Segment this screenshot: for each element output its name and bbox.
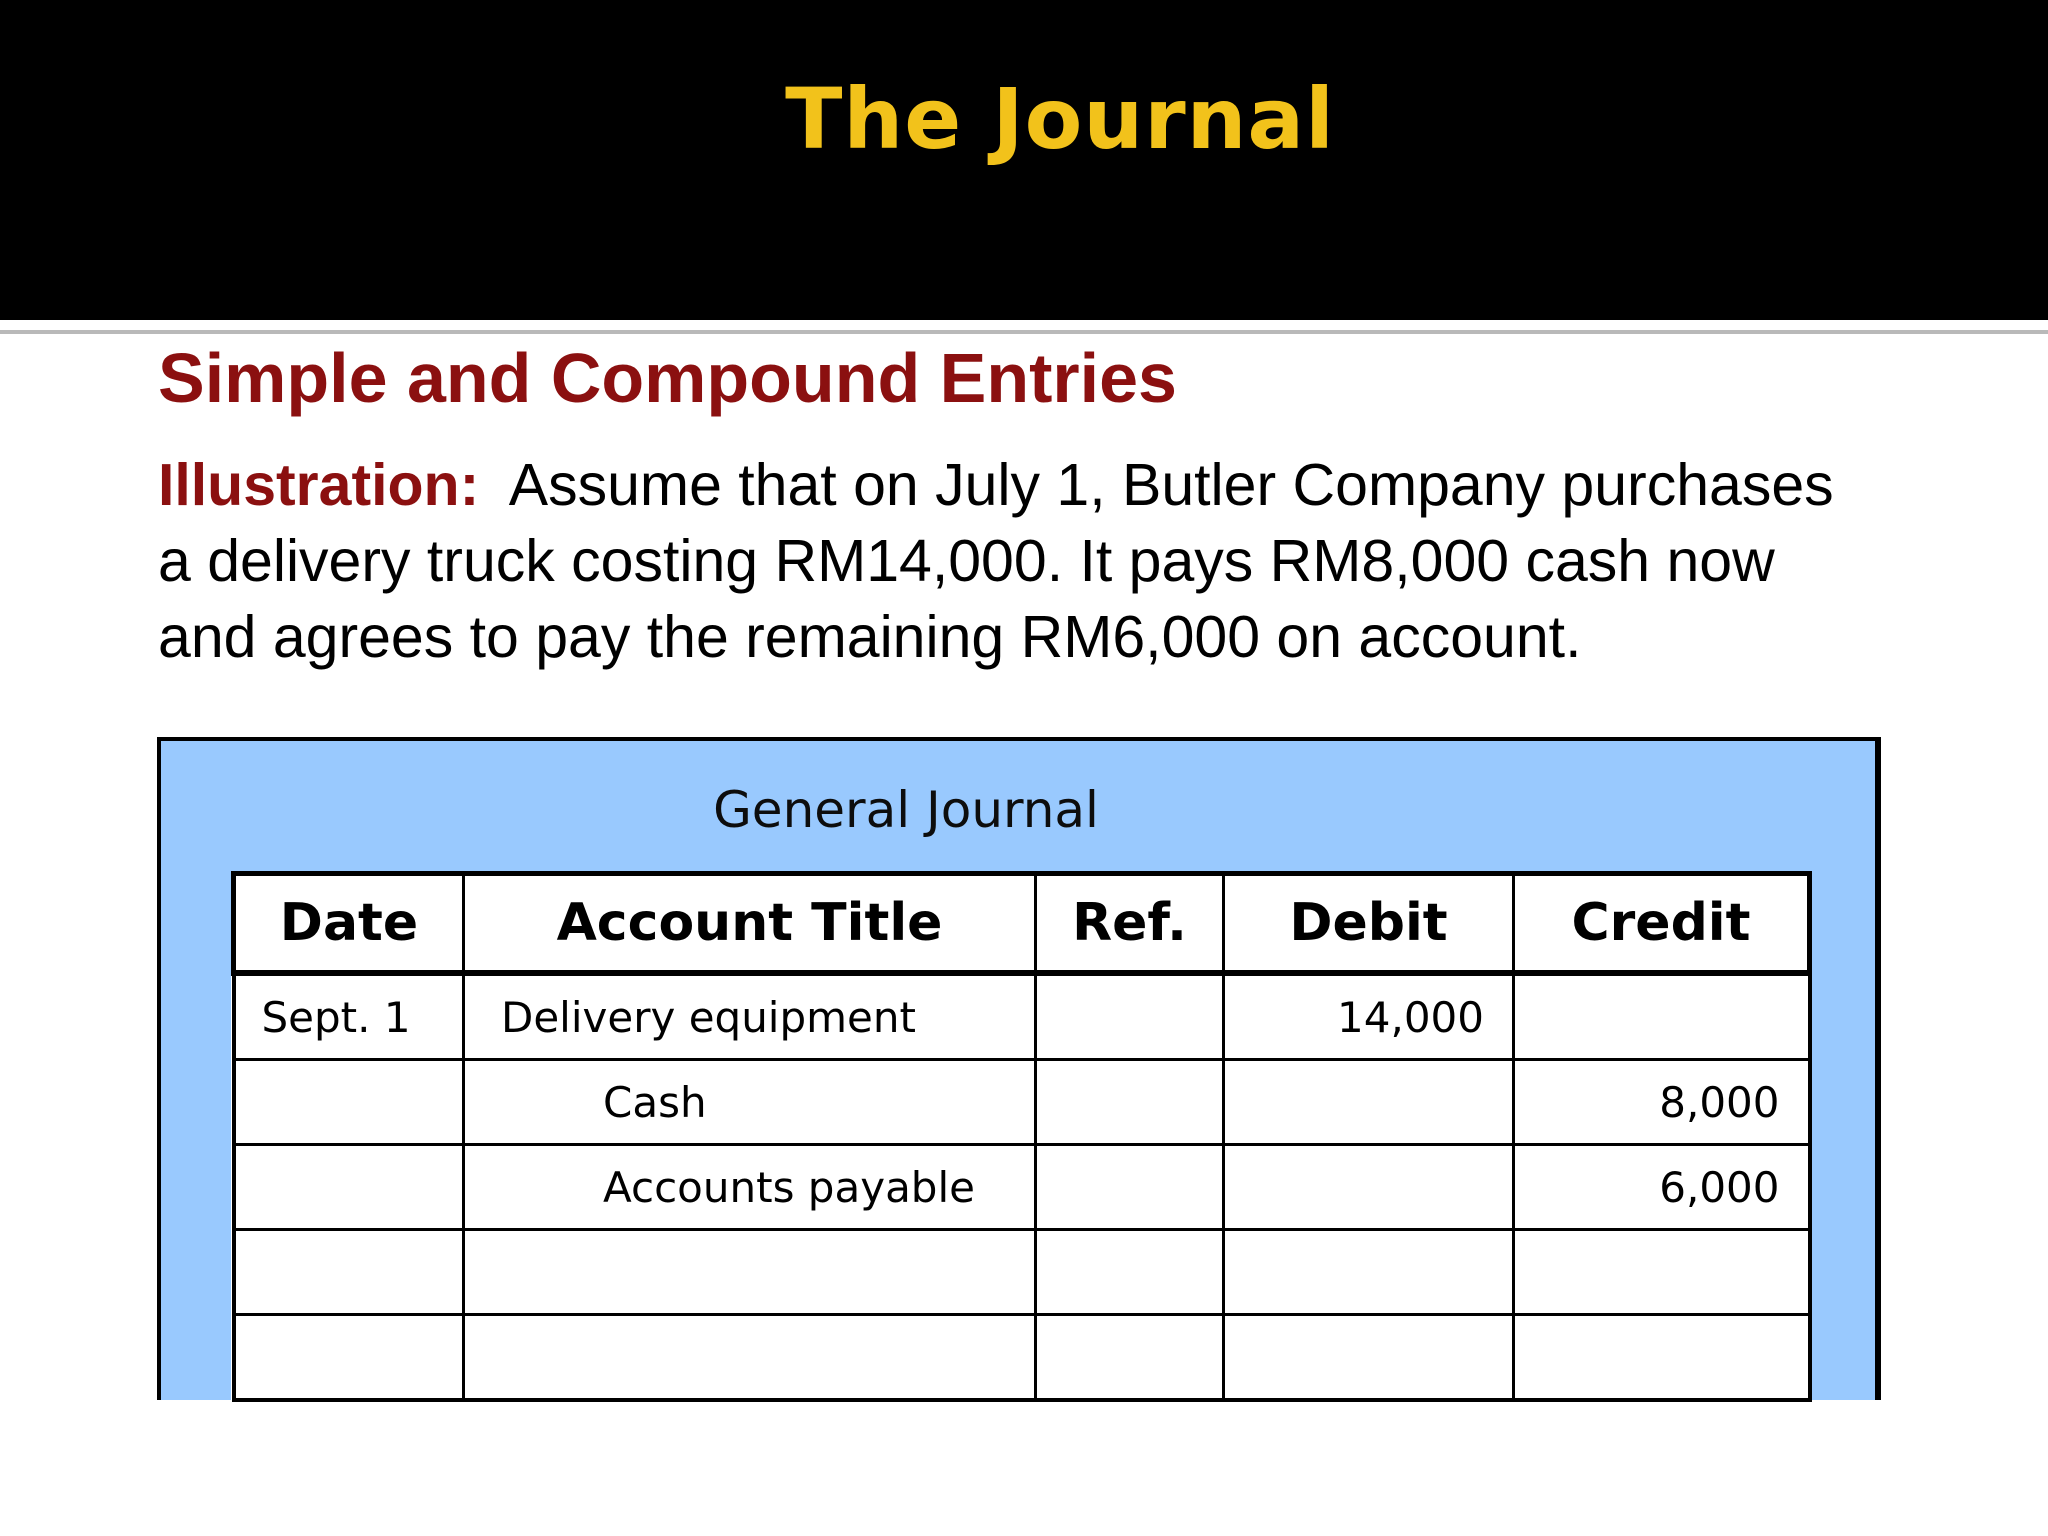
cell-account-title bbox=[464, 1230, 1036, 1315]
cell-credit: 6,000 bbox=[1514, 1145, 1810, 1230]
cell-debit bbox=[1224, 1060, 1514, 1145]
slide-title: The Journal bbox=[785, 70, 1335, 168]
title-divider bbox=[0, 330, 2048, 334]
journal-caption: General Journal bbox=[713, 781, 1099, 839]
cell-ref bbox=[1036, 973, 1224, 1060]
cell-debit bbox=[1224, 1315, 1514, 1401]
paragraph-line-1 bbox=[158, 447, 2018, 523]
table-row bbox=[234, 973, 1810, 1060]
cell-account-title bbox=[464, 1315, 1036, 1401]
header-account-title: Account Title bbox=[464, 874, 1036, 974]
cell-date bbox=[234, 1230, 464, 1315]
slide-subtitle: Simple and Compound Entries bbox=[158, 339, 1177, 417]
cell-date: Sept. 1 bbox=[234, 973, 464, 1060]
cell-date bbox=[234, 1060, 464, 1145]
table-row bbox=[234, 1315, 1810, 1401]
journal-table bbox=[231, 871, 1812, 1402]
general-journal-panel bbox=[157, 737, 1881, 1400]
cell-debit bbox=[1224, 1230, 1514, 1315]
cell-date bbox=[234, 1145, 464, 1230]
cell-account-title: Delivery equipment bbox=[464, 973, 1036, 1060]
cell-date bbox=[234, 1315, 464, 1401]
cell-ref bbox=[1036, 1315, 1224, 1401]
table-row bbox=[234, 1230, 1810, 1315]
title-bar bbox=[0, 0, 2048, 320]
header-ref: Ref. bbox=[1036, 874, 1224, 974]
paragraph-line-3: and agrees to pay the remaining RM6,000 on account. bbox=[158, 604, 1582, 670]
header-date: Date bbox=[234, 874, 464, 974]
table-row bbox=[234, 1145, 1810, 1230]
paragraph-line-2: a delivery truck costing RM14,000. It pays RM8,000 cash now bbox=[158, 528, 1775, 594]
cell-ref bbox=[1036, 1060, 1224, 1145]
illustration-label: Illustration: bbox=[158, 452, 480, 518]
header-credit: Credit bbox=[1514, 874, 1810, 974]
cell-credit bbox=[1514, 1315, 1810, 1401]
cell-account-title: Cash bbox=[464, 1060, 1036, 1145]
cell-account-title: Accounts payable bbox=[464, 1145, 1036, 1230]
cell-credit: 8,000 bbox=[1514, 1060, 1810, 1145]
cell-ref bbox=[1036, 1145, 1224, 1230]
cell-debit bbox=[1224, 1145, 1514, 1230]
cell-credit bbox=[1514, 1230, 1810, 1315]
cell-credit bbox=[1514, 973, 1810, 1060]
cell-debit: 14,000 bbox=[1224, 973, 1514, 1060]
table-row bbox=[234, 1060, 1810, 1145]
paragraph-text-1: Assume that on July 1, Butler Company purchases bbox=[508, 452, 1834, 518]
illustration-paragraph bbox=[158, 447, 2018, 675]
journal-header-row bbox=[234, 874, 1810, 974]
cell-ref bbox=[1036, 1230, 1224, 1315]
header-debit: Debit bbox=[1224, 874, 1514, 974]
